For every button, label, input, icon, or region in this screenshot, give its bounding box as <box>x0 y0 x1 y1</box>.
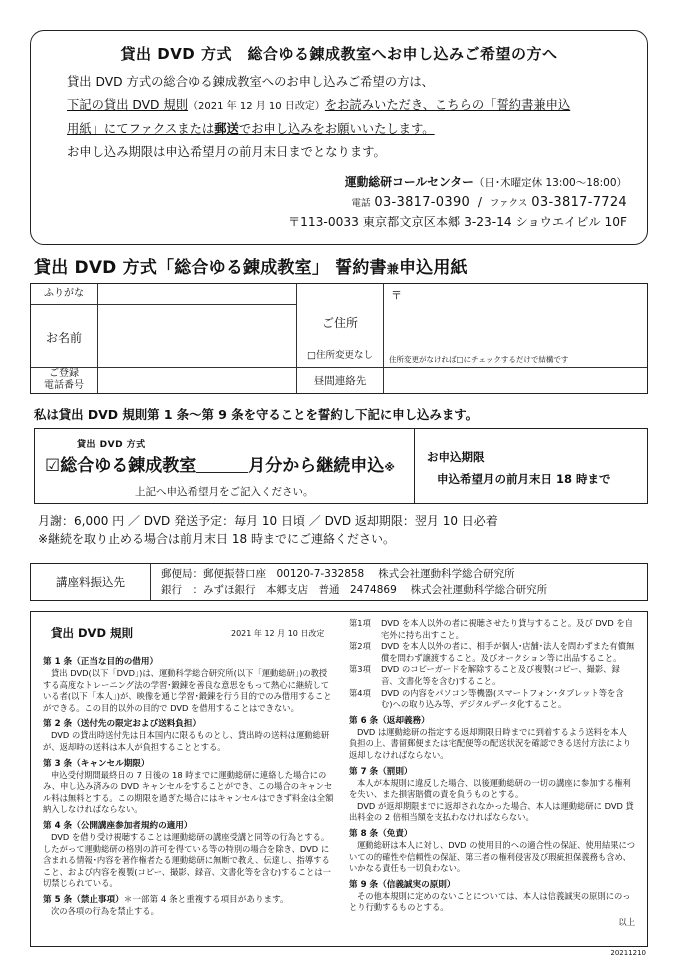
notice-line-2-tail: をお読みいただき、こちらの「誓約書兼申込 <box>324 98 571 112</box>
fax-number: 03-3817-7724 <box>531 195 627 210</box>
item-2 <box>349 641 635 664</box>
article-1-text: 貸出 DVD(以下「DVD」)は、運動科学総合研究所(以下「運動総研」)の教授する高度なトレーニング法の学習･鍛錬を善良な意思をもって熱心に継続している者(以下「本人」)が、映像を通じ学習･鍛錬を行う目的でのみ借用することができる。この目的以外の目的で DVD を借用することはできない。 <box>43 668 332 713</box>
article-2-text: DVD の貸出時送付先は日本国内に限るものとし、貸出時の送料は運動総研が、返却時の送料は本人が負担することとする。 <box>43 730 330 752</box>
article-7-text-2: DVD が返却期限までに返却されなかった場合、本人は運動総研に DVD 貸出料金の 2 倍相当額を支払わなければならない。 <box>349 800 634 823</box>
item-2-text: DVD を本人以外の者に、相手が個人･店舗･法人を問わずまた有償無償を問わず譲渡すること。及びオークション等に出品すること。 <box>381 641 635 663</box>
continue-apply-text: 月分から継続申込 <box>248 456 385 476</box>
item-4-text: DVD の内容をパソコン等機器(スマートフォン･タブレット等を含む)への取り込み等、デジタルデータ化すること。 <box>381 687 624 710</box>
address-unchanged-checkbox[interactable]: □住所変更なし <box>307 350 373 361</box>
article-2-heading: 第 2 条（送付先の限定および送料負担） <box>43 719 202 730</box>
name-field[interactable] <box>98 305 296 367</box>
article-5-note: ＊一部第 4 条と重複する項目があります。 <box>123 894 289 905</box>
item-4 <box>349 688 635 711</box>
item-1 <box>349 618 635 641</box>
application-box <box>34 428 415 504</box>
postal-mail-text: 郵送 <box>214 122 239 136</box>
call-center-name: 運動総研コールセンター <box>344 175 474 189</box>
deadline-box <box>415 428 648 504</box>
notice-line-2 <box>67 94 637 118</box>
payment-label: 講座料振込先 <box>56 575 125 589</box>
article-6-text: DVD は運動総研の指定する返却期限日時までに到着するよう送料を本人負担の上、書留郵便または宅配便等の配送状況を確認できる送付方法により返却しなければならない。 <box>349 726 632 760</box>
article-4-heading: 第 4 条（公開講座参加者規約の適用） <box>43 820 193 831</box>
address-label: ご住所 <box>321 316 358 330</box>
course-line <box>45 451 395 476</box>
fax-label: ファクス <box>489 198 528 209</box>
address-field[interactable] <box>384 284 647 346</box>
rules-title: 貸出 DVD 規則 <box>51 626 133 640</box>
tel-number: 03-3817-0390 <box>374 195 471 210</box>
form-title <box>34 253 468 278</box>
applicant-form-table <box>30 283 648 394</box>
check-icon[interactable]: ☑ <box>45 456 61 476</box>
rules-link-text: 下記の貸出 DVD 規則 <box>67 98 189 112</box>
notice-line-3-a: 用紙」にてファクスまたは <box>67 122 215 136</box>
rules-date: 2021 年 12 月 10 日改定 <box>231 629 325 638</box>
address-note: 住所変更がなければ□にチェックするだけで結構です <box>389 355 569 364</box>
rules-left-column <box>43 652 335 918</box>
article-7-text-1: 本人が本規則に違反した場合、以後運動総研の一切の講座に参加する権利を失い、また損害賠償の責を負うものとする。 <box>349 777 631 800</box>
article-8-heading: 第 8 条（免責） <box>349 828 413 839</box>
bank-account: 銀行 ：みずほ銀行 本郷支店 普通 2474869 株式会社運動科学総合研究所 <box>161 584 548 596</box>
item-1-text: DVD を本人以外の者に視聴させたり貸与すること。及び DVD を自宅外に持ち出すこと。 <box>381 618 633 640</box>
contact-info <box>288 173 627 232</box>
deadline-label: お申込期限 <box>427 450 485 464</box>
address: 〒113-0033 東京都文京区本郷 3-23-14 ショウエイビル 10F <box>287 215 627 229</box>
course-name: 総合ゆる錬成教室 <box>60 456 197 476</box>
notice-line-3-c: でお申し込みをお願いいたします。 <box>238 122 435 136</box>
furigana-label: ふりがな <box>44 288 84 299</box>
notice-box <box>30 30 648 245</box>
document-code: 20211210 <box>610 949 646 957</box>
item-2-key: 第2項 <box>349 641 371 652</box>
phone-label <box>31 368 97 392</box>
note-mark: ※ <box>384 461 395 474</box>
deadline-text: 申込希望月の前月末日 18 時まで <box>437 472 611 486</box>
article-3-text: 申込受付期間最終日の 7 日後の 18 時までに運動総研に連絡した場合にのみ、申し込み済みの DVD キャンセルをすることができ、この場合のキャンセル料は無料とする。この期限を過ぎた場合にはキャンセルはできず料金は全額納入しなければならない。 <box>43 769 334 815</box>
article-6-heading: 第 6 条（返却義務） <box>349 715 430 726</box>
apply-note: 上記へ申込希望月をご記入ください。 <box>135 486 314 498</box>
daytime-contact-field[interactable] <box>384 368 647 393</box>
item-3-key: 第3項 <box>349 664 371 675</box>
fee-info: 月謝：6,000 円 ／ DVD 発送予定：毎月 10 日頃 ／ DVD 返却期限：翌月 10 日必着 <box>38 514 498 528</box>
daytime-contact-label: 昼間連絡先 <box>313 375 367 387</box>
rules-end: 以上 <box>618 916 635 927</box>
pledge-statement: 私は貸出 DVD 規則第 1 条～第 9 条を守ることを誓約し下記に申し込みます。 <box>34 407 479 422</box>
contact-separator: / <box>477 195 482 209</box>
tel-label: 電話 <box>351 198 371 209</box>
article-1-heading: 第 1 条（正当な目的の借用） <box>43 657 159 667</box>
notice-line-1: 貸出 DVD 方式の総合ゆる錬成教室へのお申し込みご希望の方は、 <box>67 75 434 89</box>
notice-body <box>67 71 637 164</box>
article-9-text: その他本規則に定めのないことについては、本人は信義誠実の原則にのっとり行動するものとする。 <box>349 890 631 913</box>
article-7-heading: 第 7 条（罰則） <box>349 766 413 777</box>
month-input[interactable] <box>196 456 248 473</box>
postal-mark: 〒 <box>391 289 402 302</box>
form-title-ken: 兼 <box>386 262 399 276</box>
article-9-heading: 第 9 条（信義誠実の原則） <box>349 879 456 890</box>
cancel-note: ※継続を取り止める場合は前月末日 18 時までにご連絡ください。 <box>38 532 395 546</box>
item-4-key: 第4項 <box>349 687 371 698</box>
form-title-a: 貸出 DVD 方式「総合ゆる錬成教室」 誓約書 <box>34 258 387 278</box>
notice-line-3 <box>67 118 637 141</box>
postal-account: 郵便局：郵便振替口座 00120-7-332858 株式会社運動科学総合研究所 <box>161 568 515 580</box>
form-title-b: 申込用紙 <box>398 258 468 278</box>
method-label: 貸出 DVD 方式 <box>77 440 146 450</box>
article-3-heading: 第 3 条（キャンセル期限） <box>43 758 150 769</box>
item-3-text: DVD のコピーガードを解除すること及び複製(コピー、撮影、録音、文書化等を含む)すること。 <box>381 664 620 686</box>
payment-box <box>30 563 648 601</box>
notice-line-4: お申し込み期限は申込希望月の前月末日までとなります。 <box>67 145 386 159</box>
article-8-text: 運動総研は本人に対し、DVD の使用目的への適合性の保証、使用結果についての的確性や信頼性の保証、第三者の権利侵害及び瑕疵担保義務も含め、いかなる責任も一切負わない。 <box>349 839 635 874</box>
call-center-hours: （日･木曜定休 13:00～18:00） <box>473 177 627 189</box>
article-4-text: DVD を借り受け視聴することは運動総研の講座受講と同等の行為とする。したがって運動総研の格別の許可を得ている等の特別の場合を除き、DVD に含まれる情報･内容を著作権者たる運動総研に無断で教え、伝達し、指導すること、および内容を複製(コピー、撮影、録音、文書化等を含む)することは一切禁じられている。 <box>43 831 331 889</box>
phone-label-line1: ご登録 <box>49 368 79 379</box>
article-5-heading: 第 5 条（禁止事項） <box>43 894 124 905</box>
furigana-field[interactable] <box>98 284 296 304</box>
phone-label-line2: 電話番号 <box>44 380 84 391</box>
rules-right-column <box>349 618 635 928</box>
phone-field[interactable] <box>98 368 296 393</box>
notice-title: 貸出 DVD 方式 総合ゆる錬成教室へお申し込みご希望の方へ <box>120 45 558 63</box>
article-5-text: 次の各項の行為を禁止する。 <box>51 905 159 916</box>
item-1-key: 第1項 <box>349 618 371 628</box>
rules-box <box>30 611 648 947</box>
item-3 <box>349 664 635 687</box>
revision-date: （2021 年 12 月 10 日改定） <box>188 101 325 112</box>
article-5-heading-line <box>43 894 335 906</box>
name-label: お名前 <box>45 331 82 345</box>
